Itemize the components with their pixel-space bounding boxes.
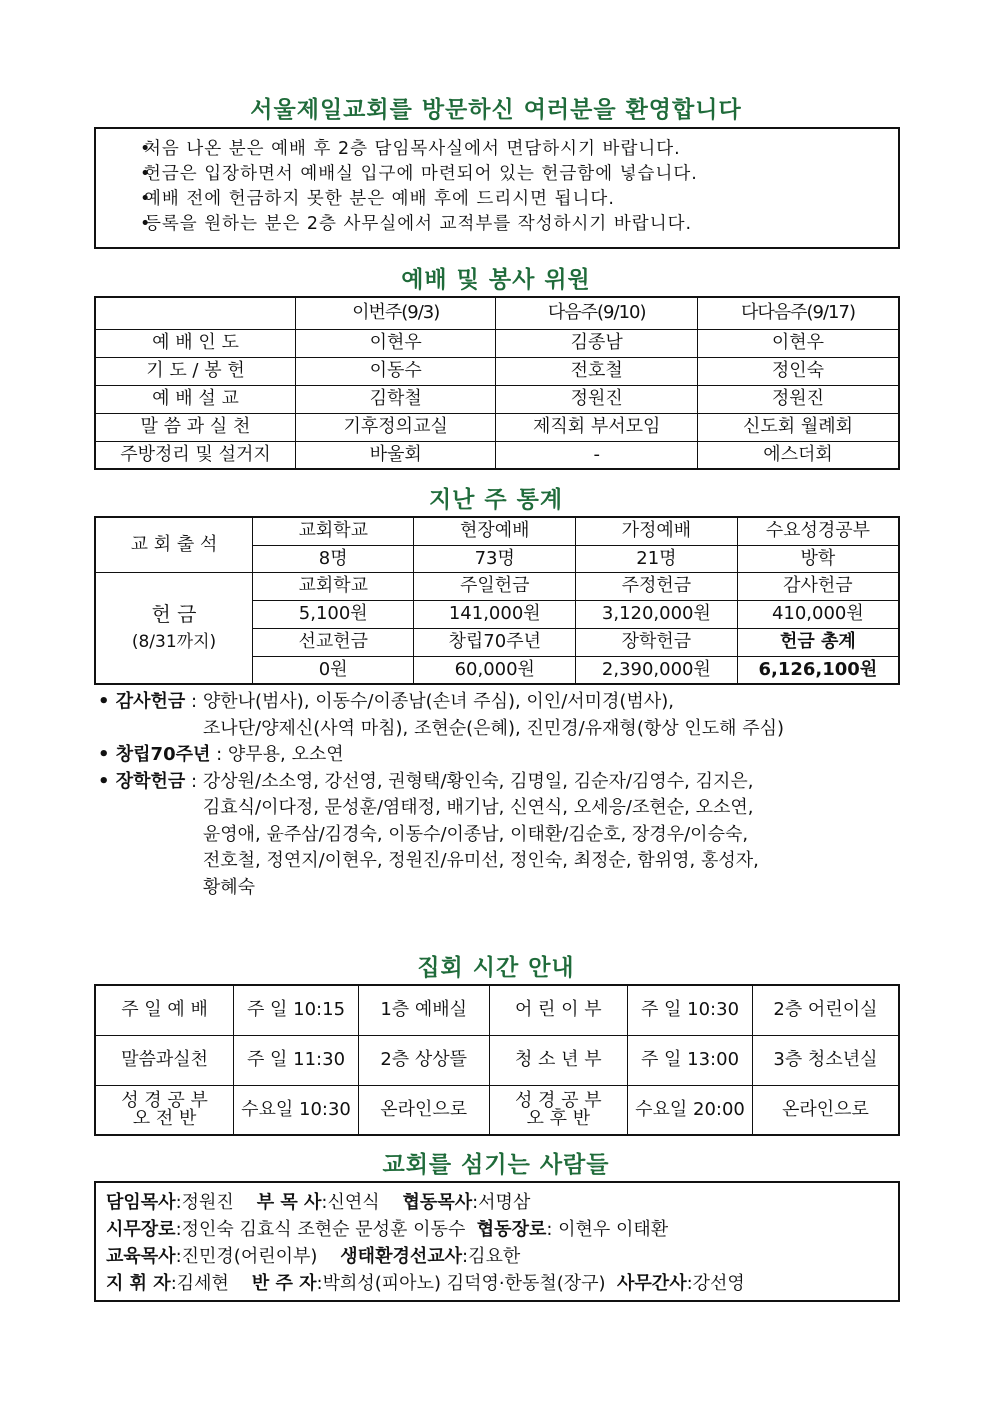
- service-row: [95, 329, 899, 357]
- schedule-cell: 2층 어린이실: [752, 985, 899, 1035]
- service-cell: 제직회 부서모임: [496, 413, 698, 441]
- stat-header: 현장예배: [414, 517, 576, 545]
- staff-names: :정인숙 김효식 조현순 문성훈 이동수: [175, 1219, 472, 1240]
- note-key: • 감사헌금: [98, 691, 186, 712]
- stat-header: 선교헌금: [252, 628, 413, 656]
- stat-value: 141,000원: [414, 600, 576, 628]
- staff-title: 교회를 섬기는 사람들: [382, 1152, 610, 1178]
- staff-role: 담임목사: [106, 1192, 176, 1213]
- staff-role: 협동장로: [476, 1219, 547, 1240]
- stat-header: 교회학교: [252, 517, 413, 545]
- schedule-cell: 수요일 10:30: [234, 1085, 359, 1135]
- note-row: [98, 689, 908, 742]
- staff-line: [106, 1270, 888, 1297]
- service-cell: 정원진: [697, 385, 899, 413]
- service-cell: 정인숙: [697, 357, 899, 385]
- staff-role: 시무장로: [106, 1219, 176, 1240]
- schedule-cell: 주 일 11:30: [234, 1035, 359, 1085]
- stats-table: [94, 516, 900, 685]
- schedule-cell: 온라인으로: [358, 1085, 489, 1135]
- schedule-cell: 주 일 10:30: [628, 985, 753, 1035]
- staff-role: 교육목사: [106, 1246, 176, 1267]
- stat-header: 주일헌금: [414, 572, 576, 600]
- stat-header: 교회학교: [252, 572, 413, 600]
- service-table: [94, 296, 900, 470]
- service-title: 예배 및 봉사 위원: [401, 267, 591, 293]
- service-cell: 전호철: [496, 357, 698, 385]
- service-header: 다다음주(9/17): [697, 297, 899, 329]
- service-role: 예 배 인 도: [95, 329, 295, 357]
- schedule-cell: 주 일 10:15: [234, 985, 359, 1035]
- schedule-cell: 청 소 년 부: [489, 1035, 628, 1085]
- staff-box: [94, 1181, 900, 1302]
- schedule-row: [95, 1085, 899, 1135]
- note-sep: :: [185, 691, 203, 712]
- offering-notes: [98, 689, 908, 901]
- service-cell: 이현우: [295, 329, 496, 357]
- stat-header: 감사헌금: [737, 572, 899, 600]
- note-sep: :: [185, 770, 203, 792]
- note-key: • 장학헌금: [98, 770, 186, 792]
- schedule-cell: 어 린 이 부: [489, 985, 628, 1035]
- stat-value: 73명: [414, 545, 576, 572]
- service-cell: 에스더회: [697, 441, 899, 469]
- staff-names: :진민경(어린이부): [175, 1246, 335, 1267]
- stat-value: 60,000원: [414, 656, 576, 684]
- schedule-cell: 온라인으로: [752, 1085, 899, 1135]
- service-row: [95, 441, 899, 469]
- welcome-item: • 등록을 원하는 분은 2층 사무실에서 교적부를 작성하시기 바랍니다.: [96, 212, 898, 237]
- stat-value: 2,390,000원: [576, 656, 738, 684]
- stat-value: 8명: [252, 545, 413, 572]
- staff-line: [106, 1189, 888, 1216]
- stat-header: 헌금 총계: [737, 628, 899, 656]
- welcome-item: • 처음 나온 분은 예배 후 2층 담임목사실에서 면담하시기 바랍니다.: [96, 137, 898, 162]
- service-cell: 기후정의교실: [295, 413, 496, 441]
- schedule-row: [95, 1035, 899, 1085]
- schedule-cell: 수요일 20:00: [628, 1085, 753, 1135]
- stat-value: 5,100원: [252, 600, 413, 628]
- schedule-cell: 성 경 공 부 오 전 반: [95, 1085, 234, 1135]
- service-row: [95, 357, 899, 385]
- staff-role: 협동목사: [402, 1192, 473, 1213]
- schedule-cell: 2층 상상뜰: [358, 1035, 489, 1085]
- stat-value: 21명: [576, 545, 738, 572]
- service-role: 주방정리 및 설거지: [95, 441, 295, 469]
- staff-role: 사무간사: [617, 1273, 687, 1294]
- service-cell: -: [496, 441, 698, 469]
- service-header: [95, 297, 295, 329]
- stat-header: 장학헌금: [576, 628, 738, 656]
- schedule-table: [94, 984, 900, 1136]
- staff-role: 생태환경선교사: [340, 1246, 463, 1267]
- welcome-box: [94, 127, 900, 249]
- note-row: [98, 742, 908, 769]
- service-role: 말 씀 과 실 천: [95, 413, 295, 441]
- service-header-row: [95, 297, 899, 329]
- offering-label-cell: [95, 572, 252, 684]
- service-cell: 김학철: [295, 385, 496, 413]
- staff-line: [106, 1216, 888, 1243]
- stat-header: 주정헌금: [576, 572, 738, 600]
- service-role: 기 도 / 봉 헌: [95, 357, 295, 385]
- schedule-row: [95, 985, 899, 1035]
- staff-role: 반 주 자: [251, 1273, 317, 1294]
- stat-header: 창립70주년: [414, 628, 576, 656]
- note-value: 양무용, 오소연: [227, 744, 344, 765]
- service-role: 예 배 설 교: [95, 385, 295, 413]
- offering-label: 헌 금: [151, 602, 197, 627]
- note-key: • 창립70주년: [98, 744, 211, 765]
- staff-names: :김세현: [170, 1273, 247, 1294]
- staff-names: : 이현우 이태환: [546, 1219, 669, 1240]
- staff-names: :서명삼: [472, 1192, 531, 1213]
- staff-names: :박희성(피아노) 김덕영·한동철(장구): [316, 1273, 612, 1294]
- staff-names: :강선영: [686, 1273, 745, 1294]
- service-cell: 바울회: [295, 441, 496, 469]
- stat-value: 410,000원: [737, 600, 899, 628]
- welcome-title: 서울제일교회를 방문하신 여러분을 환영합니다: [250, 97, 742, 123]
- note-value: 강상원/소소영, 강선영, 권형택/황인숙, 김명일, 김순자/김영수, 김지은, 김효식/이다정, 문성훈/염태정, 배기남, 신연식, 오세응/조현순, 오소연, 윤영애, 윤주삼/김경숙, 이동수/이종남, 이태환/김순호, 장경우/이승숙, 전호철, 정연지/이현우, 정원진/유미선, 정인숙, 최정순, 함위영, 홍성자, 황혜숙: [202, 770, 759, 898]
- note-row: [98, 769, 908, 902]
- staff-role: 부 목 사: [256, 1192, 322, 1213]
- stat-header: 수요성경공부: [737, 517, 899, 545]
- staff-names: :신연식: [321, 1192, 397, 1213]
- offering-sublabel: (8/31까지): [131, 632, 217, 653]
- staff-names: :김요한: [462, 1246, 521, 1267]
- schedule-title: 집회 시간 안내: [417, 955, 575, 981]
- stat-header: 가정예배: [576, 517, 738, 545]
- service-header: 이번주(9/3): [295, 297, 496, 329]
- service-cell: 신도회 월례회: [697, 413, 899, 441]
- service-cell: 정원진: [496, 385, 698, 413]
- schedule-cell: 말씀과실천: [95, 1035, 234, 1085]
- welcome-item: • 헌금은 입장하면서 예배실 입구에 마련되어 있는 헌금함에 넣습니다.: [96, 162, 898, 187]
- stat-value: 0원: [252, 656, 413, 684]
- staff-names: :정원진: [175, 1192, 251, 1213]
- note-sep: :: [210, 744, 228, 765]
- schedule-cell: 주 일 13:00: [628, 1035, 753, 1085]
- service-cell: 이현우: [697, 329, 899, 357]
- service-cell: 이동수: [295, 357, 496, 385]
- schedule-cell: 1층 예배실: [358, 985, 489, 1035]
- service-cell: 김종남: [496, 329, 698, 357]
- stat-value: 3,120,000원: [576, 600, 738, 628]
- schedule-cell: 주 일 예 배: [95, 985, 234, 1035]
- staff-line: [106, 1243, 888, 1270]
- stat-value: 방학: [737, 545, 899, 572]
- service-row: [95, 385, 899, 413]
- service-row: [95, 413, 899, 441]
- staff-role: 지 휘 자: [106, 1273, 171, 1294]
- schedule-cell: 3층 청소년실: [752, 1035, 899, 1085]
- welcome-item: • 예배 전에 헌금하지 못한 분은 예배 후에 드리시면 됩니다.: [96, 187, 898, 212]
- attendance-label: 교 회 출 석: [95, 517, 252, 572]
- stats-title: 지난 주 통계: [428, 487, 564, 513]
- service-header: 다음주(9/10): [496, 297, 698, 329]
- schedule-cell: 성 경 공 부 오 후 반: [489, 1085, 628, 1135]
- note-value: 양한나(범사), 이동수/이종남(손녀 주심), 이인/서미경(범사), 조나단/양제신(사역 마침), 조현순(은혜), 진민경/유재형(항상 인도해 주심): [202, 691, 785, 739]
- stat-value: 6,126,100원: [737, 656, 899, 684]
